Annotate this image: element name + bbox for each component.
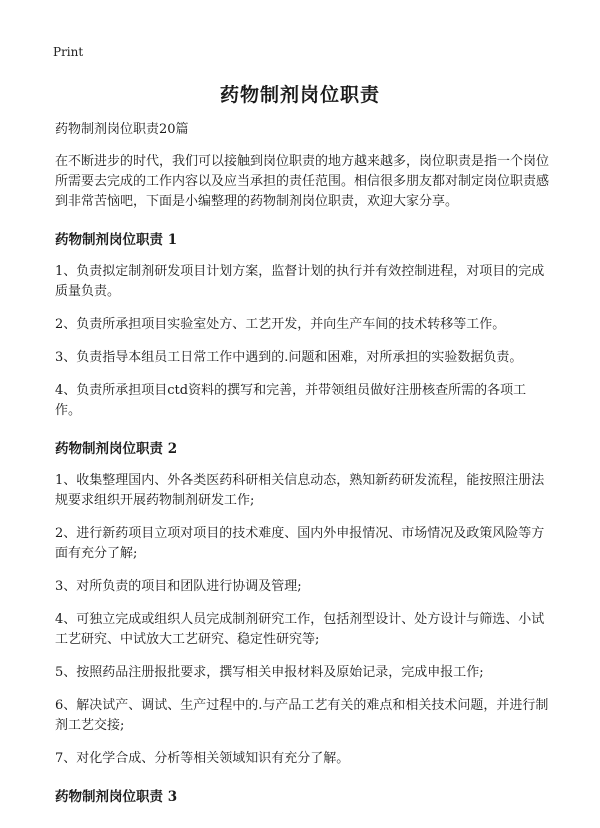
list-item: 5、按照药品注册报批要求，撰写相关申报材料及原始记录，完成申报工作; xyxy=(55,665,484,680)
document-title: 药物制剂岗位职责 xyxy=(219,84,380,106)
section-2 xyxy=(55,439,550,769)
list-item: 2、进行新药项目立项对项目的技术难度、国内外申报情况、市场情况及政策风险等方面有充分了解; xyxy=(55,526,545,561)
list-item: 1、负责拟定制剂研发项目计划方案，监督计划的执行并有效控制进程，对项目的完成质量负责。 xyxy=(55,264,545,299)
section-heading: 药物制剂岗位职责 3 xyxy=(55,789,178,805)
list-item: 7、对化学合成、分析等相关领域知识有充分了解。 xyxy=(55,751,350,766)
document-body xyxy=(55,120,550,819)
list-item: 3、对所负责的项目和团队进行协调及管理; xyxy=(55,579,302,594)
list-item: 4、负责所承担项目ctd资料的撰写和完善，并带领组员做好注册核查所需的各项工作。 xyxy=(55,383,527,418)
list-item: 3、负责指导本组员工日常工作中遇到的.问题和困难，对所承担的实验数据负责。 xyxy=(55,350,523,365)
section-1 xyxy=(55,230,550,421)
intro-paragraph: 在不断进步的时代，我们可以接触到岗位职责的地方越来越多，岗位职责是指一个岗位所需要去完成的工作内容以及应当承担的责任范围。相信很多朋友都对制定岗位职责感到非常苦恼吧，下面是小编整理的药物制剂岗位职责，欢迎大家分享。 xyxy=(55,154,550,209)
section-heading: 药物制剂岗位职责 1 xyxy=(55,232,178,248)
list-item: 1、收集整理国内、外各类医药科研相关信息动态，熟知新药研发流程，能按照注册法规要求组织开展药物制剂研发工作; xyxy=(55,473,545,508)
list-item: 6、解决试产、调试、生产过程中的.与产品工艺有关的难点和相关技术问题，并进行制剂工艺交接; xyxy=(55,698,549,733)
section-heading: 药物制剂岗位职责 2 xyxy=(55,441,178,457)
section-3 xyxy=(55,787,550,807)
print-link[interactable]: Print xyxy=(53,45,84,59)
list-item: 2、负责所承担项目实验室处方、工艺开发，并向生产车间的技术转移等工作。 xyxy=(55,317,506,332)
document-subtitle: 药物制剂岗位职责20篇 xyxy=(55,122,189,137)
list-item: 4、可独立完成或组织人员完成制剂研究工作，包括剂型设计、处方设计与筛选、小试工艺研究、中试放大工艺研究、稳定性研究等; xyxy=(55,612,545,647)
